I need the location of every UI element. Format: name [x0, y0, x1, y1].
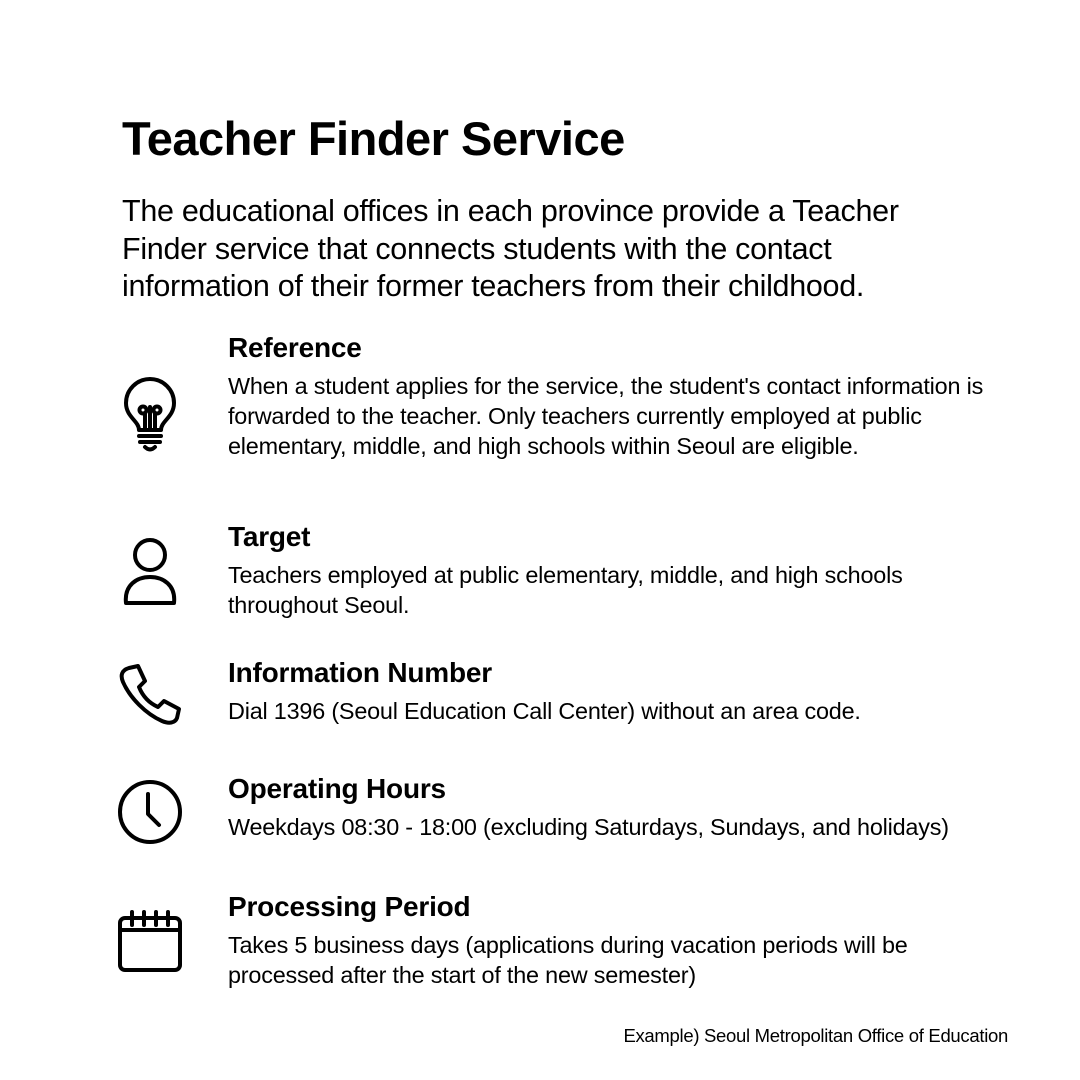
section-heading: Reference: [228, 332, 362, 363]
section-heading: Target: [228, 521, 311, 552]
page-title: Teacher Finder Service: [122, 112, 625, 165]
section-body: Teachers employed at public elementary, middle, and high schools throughout Seoul.: [228, 562, 903, 618]
section-processing-period: [0, 890, 1080, 1000]
intro-paragraph: The educational offices in each province provide a Teacher Finder service that connects students with the contact information of their former teachers from their childhood.: [122, 194, 899, 303]
section-body: When a student applies for the service, the student's contact information is forwarded to the teacher. Only teachers currently employed at public elementary, middle, and high schools within Seoul are eligible.: [228, 373, 984, 459]
section-body: Dial 1396 (Seoul Education Call Center) without an area code.: [228, 698, 861, 724]
section-heading: Operating Hours: [228, 773, 446, 804]
section-information-number: [0, 656, 1080, 746]
calendar-icon: [112, 903, 188, 979]
section-target: [0, 520, 1080, 630]
lightbulb-icon: [112, 377, 188, 453]
clock-icon: [112, 774, 188, 850]
phone-icon: [112, 656, 188, 732]
source-footnote: Example) Seoul Metropolitan Office of Education: [623, 1025, 1008, 1046]
section-body: Takes 5 business days (applications during vacation periods will be processed after the start of the new semester): [228, 932, 908, 988]
section-operating-hours: [0, 772, 1080, 862]
person-icon: [112, 535, 188, 611]
section-heading: Processing Period: [228, 891, 471, 922]
section-heading: Information Number: [228, 657, 492, 688]
section-reference: [0, 331, 1080, 501]
section-body: Weekdays 08:30 - 18:00 (excluding Saturdays, Sundays, and holidays): [228, 814, 949, 840]
